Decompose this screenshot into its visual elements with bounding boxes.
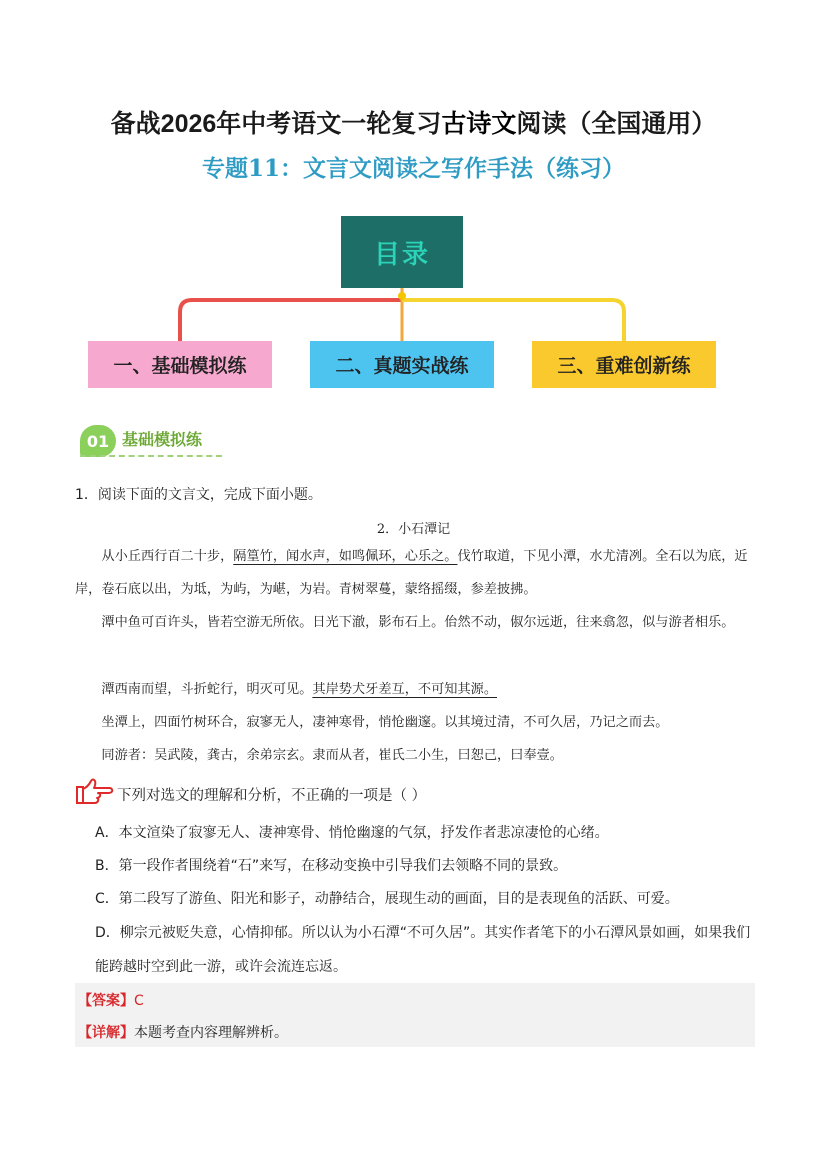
section-label: 基础模拟练 bbox=[122, 430, 203, 449]
section-badge: 01 bbox=[80, 425, 116, 457]
question-prompt: 下列对选文的理解和分析，不正确的一项是（ ） bbox=[117, 788, 427, 804]
p1-text-b: 伐竹取道，下见小潭，水尤清冽。全石以为底，近岸，卷石底以出，为坻，为屿，为嵁，为岩。青树翠蔓，蒙络摇缀，参差披拂。 bbox=[75, 549, 748, 597]
p3-text-a: 潭西南而望，斗折蛇行，明灭可见。 bbox=[101, 682, 313, 697]
detail-text: 本题考查内容理解辨析。 bbox=[134, 1025, 288, 1041]
page-subtitle: 专题11：文言文阅读之写作手法（练习） bbox=[201, 155, 625, 182]
passage-paragraph-5: 同游者：吴武陵，龚古，余弟宗玄。隶而从者，崔氏二小生，曰恕己，曰奉壹。 bbox=[101, 748, 563, 763]
pointing-hand-icon bbox=[74, 777, 114, 807]
option-c[interactable]: C．第二段写了游鱼、阳光和影子，动静结合，展现生动的画面，目的是表现鱼的活跃、可爱。 bbox=[95, 891, 679, 907]
title-suffix: 阅读（全国通用） bbox=[516, 109, 717, 138]
p1-underlined: 隔篁竹，闻水声，如鸣佩环，心乐之。 bbox=[233, 549, 458, 564]
option-d[interactable]: D．柳宗元被贬失意，心情抑郁。所以认为小石潭“不可久居”。其实作者笔下的小石潭风景如画，如果我们能跨越时空到此一游，或许会流连忘返。 bbox=[95, 925, 751, 975]
passage-paragraph-4: 坐潭上，四面竹树环合，寂寥无人，凄神寒骨，悄怆幽邃。以其境过清，不可久居，乃记之而去。 bbox=[101, 715, 669, 730]
passage-paragraph-1 bbox=[75, 540, 755, 606]
toc-item-real-exam[interactable]: 二、真题实战练 bbox=[310, 341, 494, 388]
title-year: 2026 bbox=[160, 110, 217, 138]
answer-value: C bbox=[134, 993, 144, 1009]
toc-item-innovation[interactable]: 三、重难创新练 bbox=[532, 341, 716, 388]
passage-paragraph-3 bbox=[75, 673, 755, 706]
title-middle: 年中考语文一轮复习 bbox=[216, 109, 442, 138]
toc-title-box: 目录 bbox=[341, 216, 463, 288]
passage-paragraph-2: 潭中鱼可百许头，皆若空游无所依。日光下澈，影布石上。佁然不动，俶尔远逝，往来翕忽，似与游者相乐。 bbox=[101, 615, 735, 630]
detail-tag: 【详解】 bbox=[78, 1025, 134, 1041]
question-intro: 1．阅读下面的文言文，完成下面小题。 bbox=[75, 487, 322, 503]
p1-text-a: 从小丘西行百二十步， bbox=[101, 549, 234, 564]
answer-tag: 【答案】 bbox=[78, 993, 134, 1009]
answer-line bbox=[78, 990, 144, 1010]
passage-title: 2．小石潭记 bbox=[376, 522, 451, 537]
section-underline bbox=[80, 455, 222, 457]
detail-line bbox=[78, 1022, 288, 1042]
p3-underlined: 其岸势犬牙差互，不可知其源。 bbox=[312, 682, 498, 697]
title-prefix: 备战 bbox=[110, 109, 161, 138]
toc-line-right bbox=[402, 300, 624, 341]
toc-item-basic[interactable]: 一、基础模拟练 bbox=[88, 341, 272, 388]
toc-connector-lines bbox=[0, 0, 827, 400]
toc-junction-dot bbox=[398, 292, 406, 300]
title-bold: 古诗文 bbox=[441, 109, 517, 138]
option-a[interactable]: A．本文渲染了寂寥无人、凄神寒骨、悄怆幽邃的气氛，抒发作者悲凉凄怆的心绪。 bbox=[95, 825, 609, 841]
option-b[interactable]: B．第一段作者围绕着“石”来写，在移动变换中引导我们去领略不同的景致。 bbox=[95, 858, 568, 874]
toc-line-left bbox=[180, 300, 402, 341]
